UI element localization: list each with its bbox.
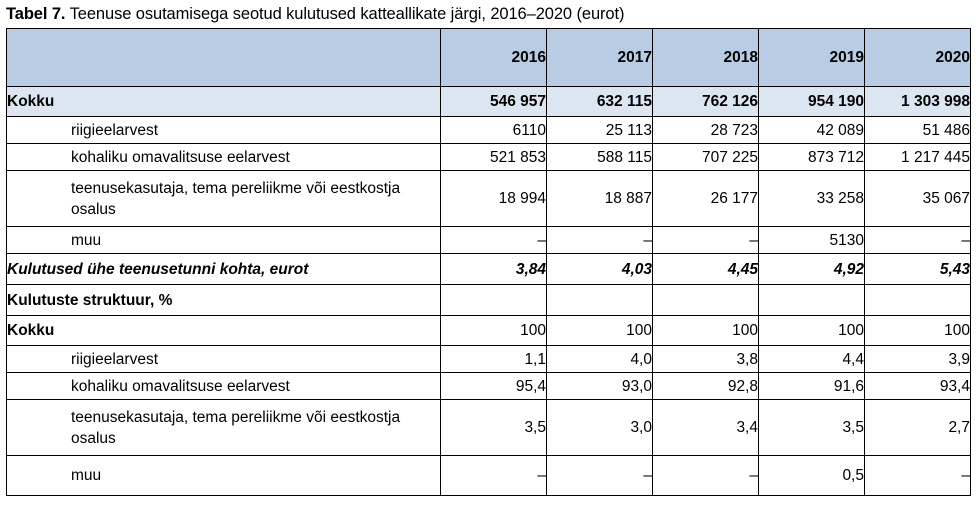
row-value: –	[547, 456, 653, 496]
row-value: 3,84	[441, 254, 547, 285]
row-value: 18 994	[441, 171, 547, 227]
row-value	[653, 285, 759, 316]
row-value: 4,92	[759, 254, 865, 285]
row-value: 707 225	[653, 144, 759, 171]
table-row	[7, 144, 971, 171]
header-cell-2016: 2016	[441, 29, 547, 87]
row-value: 4,03	[547, 254, 653, 285]
header-cell-2018: 2018	[653, 29, 759, 87]
row-value: –	[441, 227, 547, 254]
table-caption-text: Teenuse osutamisega seotud kulutused katteallikate järgi, 2016–2020 (eurot)	[65, 5, 625, 23]
row-label: teenusekasutaja, tema pereliikme või eestkostja osalus	[7, 171, 441, 227]
row-value: 4,45	[653, 254, 759, 285]
row-value: 33 258	[759, 171, 865, 227]
row-value: 3,5	[759, 400, 865, 456]
row-value: –	[441, 456, 547, 496]
table-row	[7, 316, 971, 346]
row-value: 5130	[759, 227, 865, 254]
table-row	[7, 400, 971, 456]
row-value: 1 303 998	[865, 87, 971, 117]
table-row	[7, 373, 971, 400]
table-header	[7, 29, 971, 87]
row-value: 42 089	[759, 117, 865, 144]
row-value: 3,0	[547, 400, 653, 456]
row-value: 1 217 445	[865, 144, 971, 171]
row-label: riigieelarvest	[7, 117, 441, 144]
row-value	[547, 285, 653, 316]
row-value: 3,5	[441, 400, 547, 456]
header-cell-label	[7, 29, 441, 87]
row-value: 95,4	[441, 373, 547, 400]
row-value: 35 067	[865, 171, 971, 227]
row-value: 1,1	[441, 346, 547, 373]
row-value: 588 115	[547, 144, 653, 171]
header-cell-2017: 2017	[547, 29, 653, 87]
row-value: 93,0	[547, 373, 653, 400]
row-value: 3,9	[865, 346, 971, 373]
table-row	[7, 346, 971, 373]
row-value: 92,8	[653, 373, 759, 400]
row-value: 4,4	[759, 346, 865, 373]
table-row	[7, 117, 971, 144]
row-value: 5,43	[865, 254, 971, 285]
row-label: kohaliku omavalitsuse eelarvest	[7, 144, 441, 171]
table-row	[7, 87, 971, 117]
row-value: 954 190	[759, 87, 865, 117]
row-value: 632 115	[547, 87, 653, 117]
row-value: –	[653, 456, 759, 496]
row-value: 100	[865, 316, 971, 346]
row-value	[441, 285, 547, 316]
row-value: 3,8	[653, 346, 759, 373]
row-label: kohaliku omavalitsuse eelarvest	[7, 373, 441, 400]
row-value: –	[865, 227, 971, 254]
row-value: 100	[441, 316, 547, 346]
row-label: Kulutused ühe teenusetunni kohta, eurot	[7, 254, 441, 285]
row-value: 546 957	[441, 87, 547, 117]
row-value: 26 177	[653, 171, 759, 227]
row-label: teenusekasutaja, tema pereliikme või eestkostja osalus	[7, 400, 441, 456]
table-row	[7, 254, 971, 285]
row-value	[759, 285, 865, 316]
header-cell-2019: 2019	[759, 29, 865, 87]
row-value: 0,5	[759, 456, 865, 496]
row-value: 762 126	[653, 87, 759, 117]
row-value: 93,4	[865, 373, 971, 400]
row-value: 3,4	[653, 400, 759, 456]
row-label: riigieelarvest	[7, 346, 441, 373]
row-value: 100	[759, 316, 865, 346]
table-caption-label: Tabel 7.	[6, 5, 66, 23]
row-label: Kokku	[7, 316, 441, 346]
row-value: 100	[653, 316, 759, 346]
table-row	[7, 285, 971, 316]
row-value: 6110	[441, 117, 547, 144]
row-value: –	[865, 456, 971, 496]
row-value: 18 887	[547, 171, 653, 227]
table-row	[7, 171, 971, 227]
row-value: 4,0	[547, 346, 653, 373]
row-label: Kokku	[7, 87, 441, 117]
row-value: 28 723	[653, 117, 759, 144]
row-value: 873 712	[759, 144, 865, 171]
row-value: 100	[547, 316, 653, 346]
table-row	[7, 456, 971, 496]
row-value: –	[547, 227, 653, 254]
row-label: muu	[7, 456, 441, 496]
row-value: –	[653, 227, 759, 254]
row-value: 521 853	[441, 144, 547, 171]
row-label: muu	[7, 227, 441, 254]
table-row	[7, 227, 971, 254]
data-table	[6, 28, 971, 496]
table-caption	[6, 3, 970, 25]
row-value: 91,6	[759, 373, 865, 400]
row-value: 2,7	[865, 400, 971, 456]
row-value	[865, 285, 971, 316]
table-body	[7, 87, 971, 496]
row-label: Kulutuste struktuur, %	[7, 285, 441, 316]
header-row	[7, 29, 971, 87]
row-value: 51 486	[865, 117, 971, 144]
header-cell-2020: 2020	[865, 29, 971, 87]
row-value: 25 113	[547, 117, 653, 144]
